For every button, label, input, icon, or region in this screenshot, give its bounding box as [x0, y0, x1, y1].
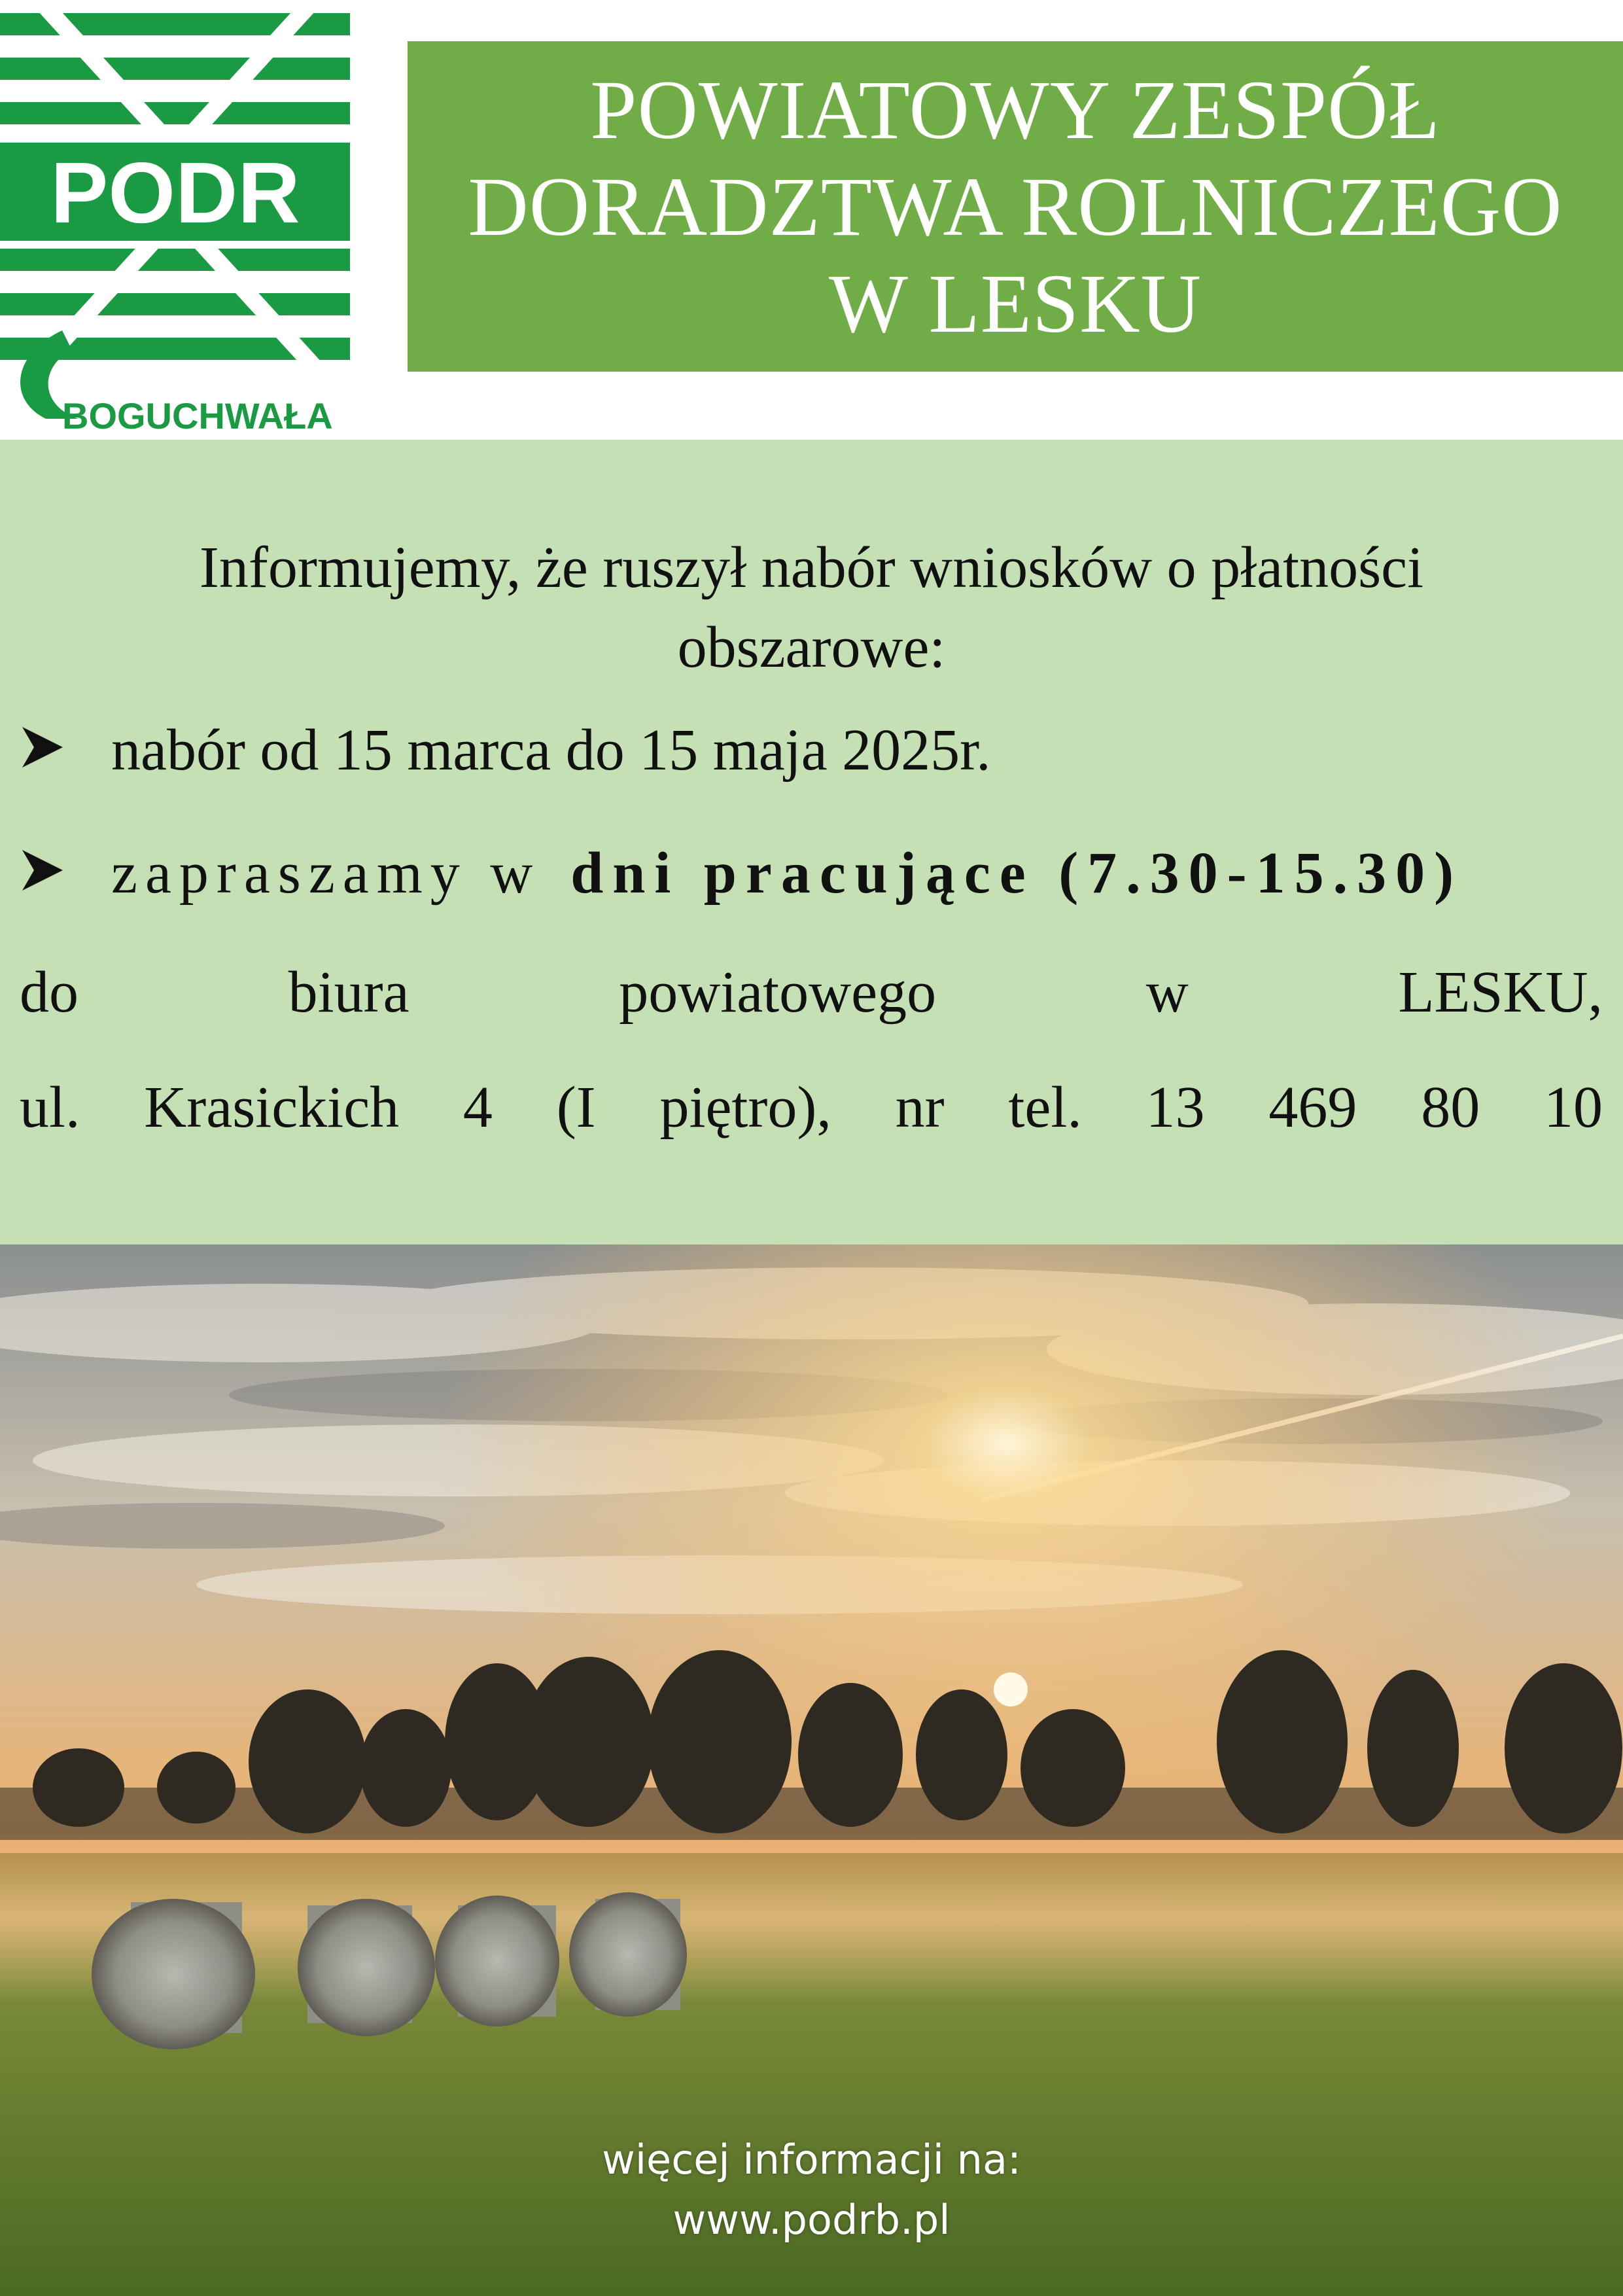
bullet-hours-prefix: zapraszamy w [111, 841, 541, 906]
address-word: Krasickich [144, 1075, 400, 1140]
intro-line-2: obszarowe: [677, 615, 946, 680]
address-word: 80 [1421, 1075, 1480, 1140]
address-word: ul. [20, 1075, 80, 1140]
bullet-item-dates [20, 715, 1603, 786]
office-word: powiatowego [619, 960, 937, 1025]
info-panel [0, 440, 1623, 1245]
title-line-1: POWIATOWY ZESPÓŁ [590, 63, 1440, 156]
title-line-3: W LESKU [829, 256, 1202, 350]
footer-info [0, 2130, 1623, 2250]
office-word: w [1145, 960, 1189, 1025]
bullet-hours-bold: dni pracujące (7.30-15.30) [570, 841, 1463, 906]
footer-url-link[interactable]: www.podrb.pl [672, 2196, 951, 2244]
address-word: 10 [1543, 1075, 1603, 1140]
address-word: tel. [1008, 1075, 1082, 1140]
arrowhead-bullet-icon [20, 847, 79, 900]
office-line [20, 957, 1603, 1029]
arrowhead-bullet-icon [20, 724, 79, 777]
logo-subtitle: BOGUCHWAŁA [62, 395, 333, 435]
bullet-dates-text: nabór od 15 marca do 15 maja 2025r. [111, 718, 991, 783]
intro-line-1: Informujemy, że ruszył nabór wniosków o płatności [199, 535, 1424, 600]
footer-label: więcej informacji na: [602, 2136, 1021, 2183]
podr-logo [0, 0, 357, 435]
address-word: 4 [462, 1075, 493, 1140]
office-word: do [20, 960, 79, 1025]
address-word: nr [895, 1075, 945, 1140]
podr-logo-mark [0, 0, 357, 435]
address-word: piętro), [659, 1075, 831, 1140]
address-line [20, 1072, 1603, 1144]
address-word: 13 [1145, 1075, 1205, 1140]
address-word: 469 [1268, 1075, 1357, 1140]
logo-wordmark: PODR [50, 145, 300, 241]
address-word: (I [556, 1075, 596, 1140]
title-banner [408, 41, 1623, 372]
intro-text [0, 528, 1623, 688]
office-word: biura [288, 960, 410, 1025]
office-word: LESKU, [1398, 960, 1603, 1025]
title-line-2: DORADZTWA ROLNICZEGO [468, 160, 1563, 253]
bullet-item-hours [20, 838, 1603, 910]
